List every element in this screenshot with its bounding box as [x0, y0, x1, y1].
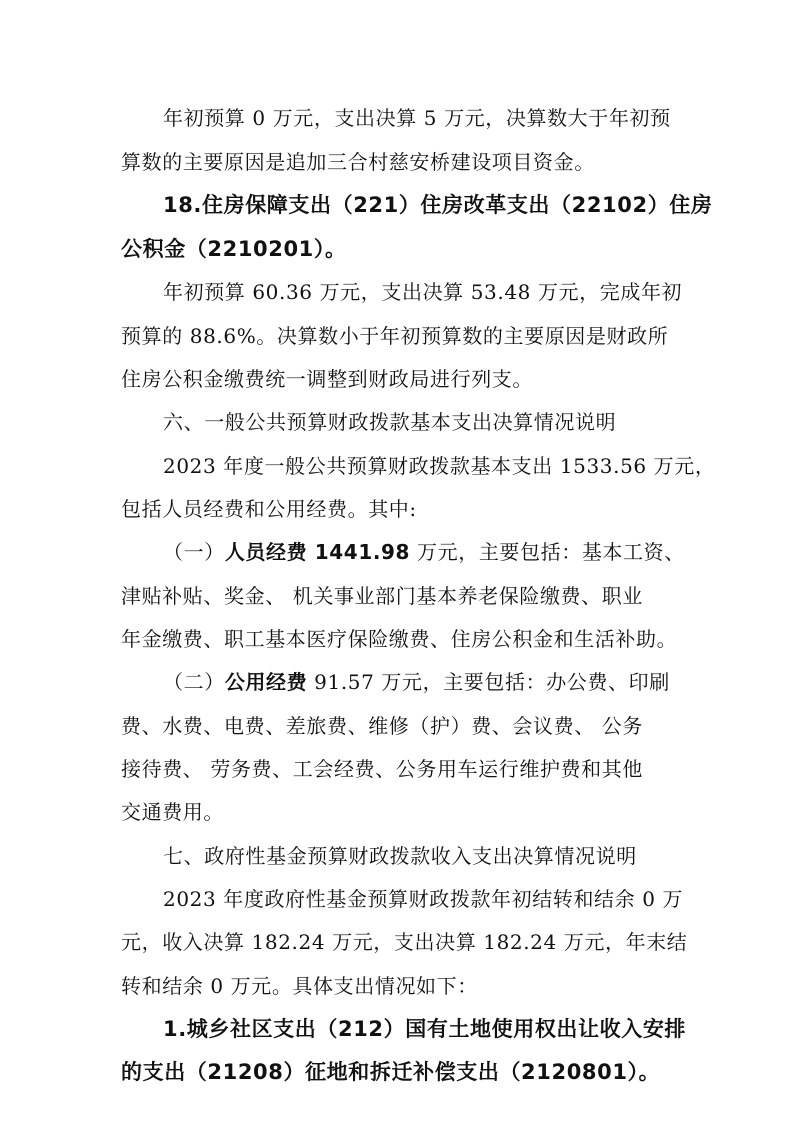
- item-text: 万元，主要包括：基本工资、: [410, 540, 685, 564]
- paragraph-line: 住房公积金缴费统一调整到财政局进行列支。: [121, 367, 533, 391]
- paragraph-line: [163, 538, 683, 566]
- section-heading: 公积金（2210201）。: [121, 237, 347, 261]
- paragraph-line: 元，收入决算 182.24 万元，支出决算 182.24 万元，年末结: [121, 930, 688, 954]
- section-heading: 七、政府性基金预算财政拨款收入支出决算情况说明: [163, 844, 637, 868]
- item-term: 人员经费 1441.98: [224, 540, 411, 564]
- paragraph-line: 年初预算 60.36 万元，支出决算 53.48 万元，完成年初: [163, 280, 683, 304]
- paragraph-line: 包括人员经费和公用经费。其中:: [121, 497, 417, 521]
- paragraph-line: 转和结余 0 万元。具体支出情况如下：: [121, 974, 478, 998]
- paragraph-line: 费、水费、电费、差旅费、维修（护）费、会议费、 公务: [121, 714, 643, 738]
- paragraph-line: 交通费用。: [121, 800, 224, 824]
- section-heading: 18.住房保障支出（221）住房改革支出（22102）住房: [163, 193, 713, 217]
- item-text: 91.57 万元，主要包括：办公费、印刷: [307, 670, 670, 694]
- section-heading: 的支出（21208）征地和拆迁补偿支出（2120801）。: [121, 1060, 661, 1084]
- item-term: 公用经费: [224, 670, 308, 694]
- paragraph-line: 津贴补贴、奖金、 机关事业部门基本养老保险缴费、职业: [121, 584, 643, 608]
- section-heading: 1.城乡社区支出（212）国有土地使用权出让收入安排: [163, 1017, 687, 1041]
- paragraph-line: 算数的主要原因是追加三合村慈安桥建设项目资金。: [121, 150, 595, 174]
- item-marker: （二）: [163, 670, 225, 694]
- paragraph-line: 预算的 88.6%。决算数小于年初预算数的主要原因是财政所: [121, 324, 669, 348]
- paragraph-line: [163, 668, 683, 696]
- paragraph-line: 接待费、 劳务费、工会经费、公务用车运行维护费和其他: [121, 757, 643, 781]
- section-heading: 六、一般公共预算财政拨款基本支出决算情况说明: [163, 410, 617, 434]
- paragraph-line: 年初预算 0 万元，支出决算 5 万元，决算数大于年初预: [163, 106, 671, 130]
- paragraph-line: 年金缴费、职工基本医疗保险缴费、住房公积金和生活补助。: [121, 627, 678, 651]
- paragraph-line: 2023 年度一般公共预算财政拨款基本支出 1533.56 万元，: [163, 454, 716, 478]
- paragraph-line: 2023 年度政府性基金预算财政拨款年初结转和结余 0 万: [163, 887, 684, 911]
- item-marker: （一）: [163, 540, 225, 564]
